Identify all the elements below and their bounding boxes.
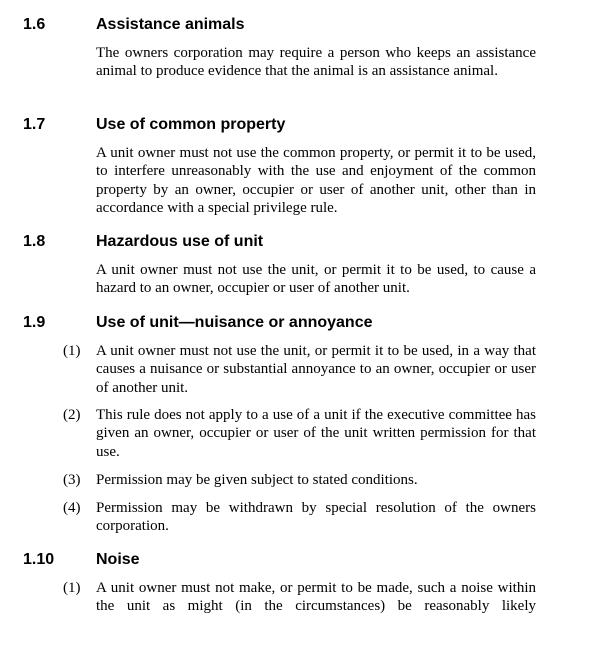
subsection-label: (1) [63, 343, 81, 359]
section-heading: Noise [96, 551, 140, 568]
subsection-text: A unit owner must not make, or permit to be made, such a noise within the unit as might (in the circumstances) be reasonably likely [96, 580, 536, 615]
section-paragraph: A unit owner must not use the common property, or permit it to be used, to interfere unreasonably with the use and enjoyment of the common property by an owner, occupier or user of another unit, other than in accordance with a special privilege rule. [96, 145, 536, 217]
subsection-text: Permission may be given subject to stated conditions. [96, 472, 418, 488]
section-paragraph: A unit owner must not use the unit, or permit it to be used, to cause a hazard to an owner, occupier or user of another unit. [96, 262, 536, 297]
subsection-text: A unit owner must not use the unit, or permit it to be used, in a way that causes a nuisance or substantial annoyance to an owner, occupier or user of another unit. [96, 343, 536, 396]
subsection-text: Permission may be withdrawn by special resolution of the owners corporation. [96, 500, 536, 535]
section-number: 1.8 [23, 233, 46, 250]
section-heading: Use of unit—nuisance or annoyance [96, 314, 373, 331]
subsection-text: This rule does not apply to a use of a unit if the executive committee has given an owner, occupier or user of the unit written permission for that use. [96, 407, 536, 460]
section-heading: Hazardous use of unit [96, 233, 264, 250]
subsection-label: (3) [63, 472, 81, 488]
section-heading: Use of common property [96, 116, 286, 133]
section-number: 1.6 [23, 16, 46, 33]
section-paragraph: The owners corporation may require a person who keeps an assistance animal to produce evidence that the animal is an assistance animal. [96, 45, 536, 80]
section-number: 1.7 [23, 116, 46, 133]
section-number: 1.10 [23, 551, 55, 568]
subsection-label: (2) [63, 407, 81, 423]
section-heading: Assistance animals [96, 16, 245, 33]
section-number: 1.9 [23, 314, 46, 331]
subsection-label: (1) [63, 580, 81, 596]
subsection-label: (4) [63, 500, 81, 516]
